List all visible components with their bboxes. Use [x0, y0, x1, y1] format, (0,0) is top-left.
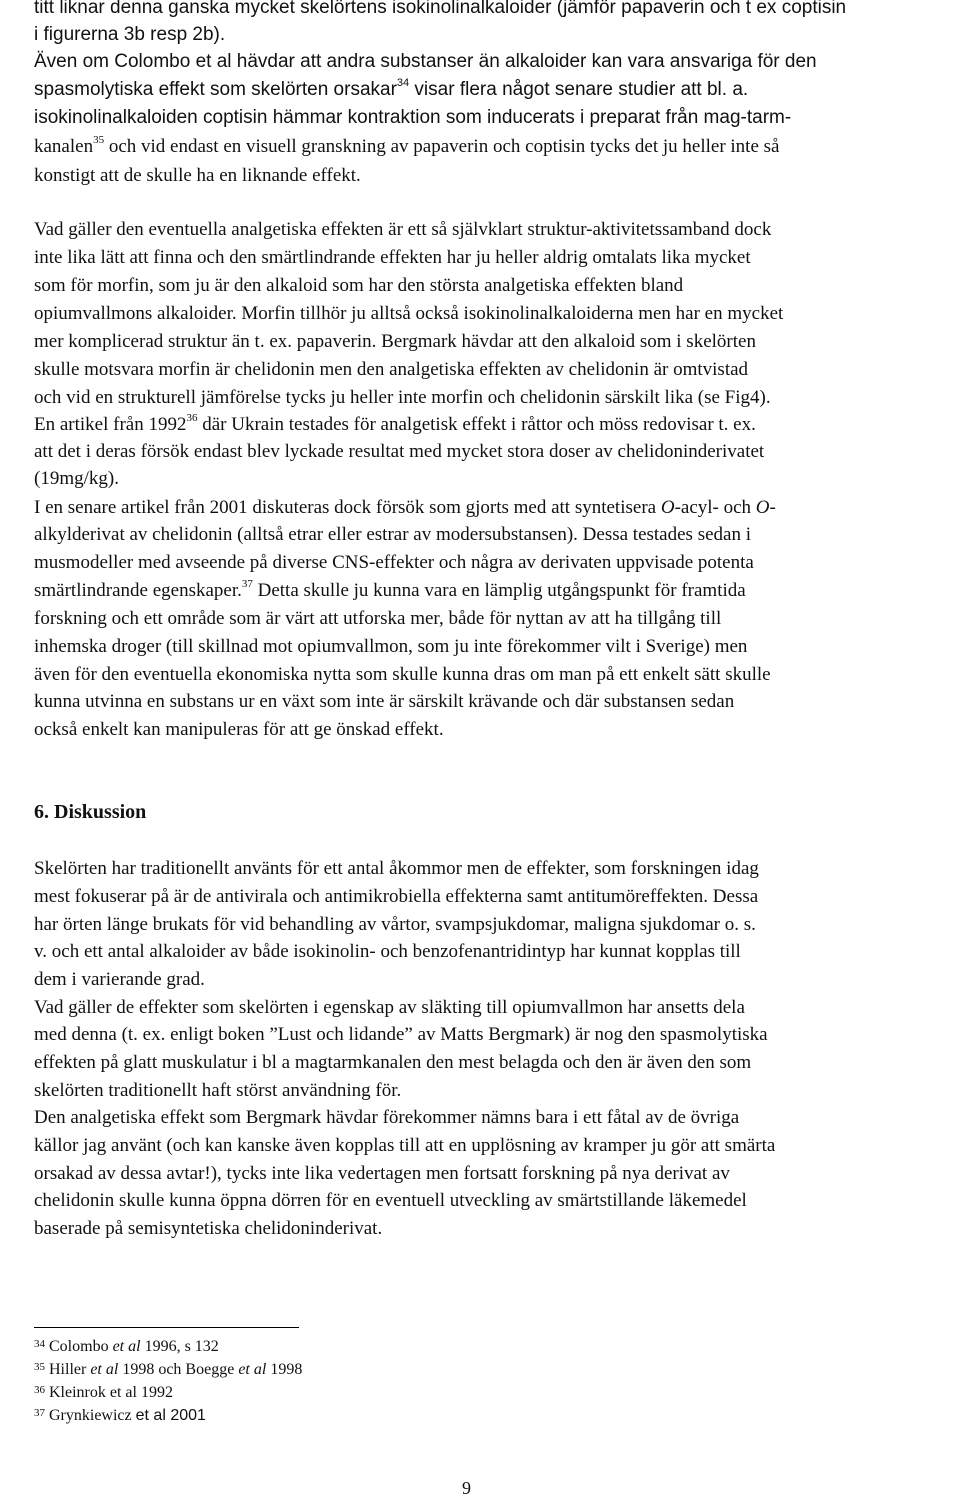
body-text: visar flera något senare studier att bl. a.: [409, 79, 749, 100]
body-line: källor jag använt (och kan kanske även kopplas till att en upplösning av kramper ju gör att smärta: [34, 1135, 776, 1156]
body-line: effekten på glatt muskulatur i bl a magtarmkanalen den mest belagda och den är även den som: [34, 1052, 752, 1073]
footnote: [34, 1405, 206, 1428]
body-line: också enkelt kan manipuleras för att ge önskad effekt.: [34, 719, 444, 740]
body-line: [34, 494, 776, 522]
body-line: [34, 76, 748, 104]
body-line: att det i deras försök endast blev lyckade resultat med mycket stora doser av chelidoninderivatet: [34, 441, 765, 462]
footnote-italic: et al: [112, 1338, 141, 1355]
body-line: baserade på semisyntetiska chelidoninderivat.: [34, 1218, 383, 1239]
body-text: smärtlindrande egenskaper.: [34, 580, 242, 601]
footnote-italic: et al: [90, 1361, 119, 1378]
body-line: Skelörten har traditionellt använts för ett antal åkommor men de effekter, som forskningen idag: [34, 858, 759, 879]
footnote-text: 1996, s 132: [140, 1338, 219, 1355]
body-line: musmodeller med avseende på diverse CNS-effekter och några av derivaten uppvisade potenta: [34, 552, 754, 573]
body-line: har örten länge brukats för vid behandling av vårtor, svampsjukdomar, maligna sjukdomar o. s.: [34, 914, 756, 935]
footnote-number: 36: [34, 1384, 45, 1396]
body-text: där Ukrain testades för analgetisk effekt i råttor och möss redovisar t. ex.: [197, 414, 756, 435]
body-line: Även om Colombo et al hävdar att andra substanser än alkaloider kan vara ansvariga för den: [34, 51, 817, 72]
body-line: Den analgetiska effekt som Bergmark hävdar förekommer nämns bara i ett fåtal av de övriga: [34, 1107, 740, 1128]
body-line: v. och ett antal alkaloider av både isokinolin- och benzofenantridintyp har kunnat kopplas till: [34, 941, 741, 962]
body-line: inhemska droger (till skillnad mot opiumvallmon, som ju inte förekommer vilt i Sverige) men: [34, 636, 748, 657]
body-line: kunna utvinna en substans ur en växt som inte är särskilt krävande och där substansen sedan: [34, 691, 735, 712]
body-line: isokinolinalkaloiden coptisin hämmar kontraktion som inducerats i preparat från mag-tarm-: [34, 107, 792, 128]
body-text: kanalen: [34, 136, 94, 157]
body-line: [34, 133, 779, 161]
footnote-italic: et al: [238, 1361, 267, 1378]
body-line: dem i varierande grad.: [34, 969, 205, 990]
body-line: mest fokuserar på är de antivirala och antimikrobiella effekterna samt antitumöreffekten. Dessa: [34, 886, 759, 907]
body-line: även för den eventuella ekonomiska nytta som skulle kunna dras om man på ett enkelt sätt skulle: [34, 664, 771, 685]
body-line: skulle motsvara morfin är chelidonin men den analgetiska effekten av chelidonin är omtvistad: [34, 359, 749, 380]
footnote-separator: [34, 1327, 299, 1328]
section-heading: 6. Diskussion: [34, 801, 147, 823]
body-text: spasmolytiska effekt som skelörten orsakar: [34, 79, 397, 100]
footnote: [34, 1359, 302, 1382]
body-line: med denna (t. ex. enligt boken ”Lust och lidande” av Matts Bergmark) är nog den spasmolytiska: [34, 1024, 768, 1045]
body-line: konstigt att de skulle ha en liknande effekt.: [34, 165, 361, 186]
body-line: forskning och ett område som är värt att utforska mer, både för nyttan av att ha tillgång till: [34, 608, 722, 629]
body-line: orsakad av dessa avtar!), tycks inte lika vedertagen men fortsatt forskning på nya derivat av: [34, 1163, 730, 1184]
body-line: och vid en strukturell jämförelse tycks ju heller inte morfin och chelidonin särskilt lika (se Fig4).: [34, 387, 771, 408]
footnote-number: 35: [34, 1361, 45, 1373]
footnote-ref: 37: [241, 577, 253, 590]
body-text: -: [769, 497, 776, 518]
body-line: inte lika lätt att finna och den smärtlindrande effekten har ju heller aldrig omtalats lika mycket: [34, 247, 751, 268]
body-text: I en senare artikel från 2001 diskuteras dock försök som gjorts med att syntetisera: [34, 497, 661, 518]
footnote-text: Kleinrok et al 1992: [49, 1384, 173, 1401]
footnote-text: Hiller: [49, 1361, 91, 1378]
body-line: chelidonin skulle kunna öppna dörren för en eventuell utveckling av smärtstillande läkemedel: [34, 1190, 747, 1211]
body-line: Vad gäller de effekter som skelörten i egenskap av släkting till opiumvallmon har ansetts dela: [34, 997, 745, 1018]
body-line: som för morfin, som ju är den alkaloid som har den största analgetiska effekten bland: [34, 275, 684, 296]
body-text: -acyl- och: [674, 497, 756, 518]
body-line: [34, 411, 756, 439]
footnote-number: 34: [34, 1338, 45, 1350]
body-line: [34, 577, 746, 605]
page-number: 9: [462, 1478, 471, 1498]
footnote-ref: 34: [396, 76, 410, 89]
footnote-text: Colombo: [49, 1338, 113, 1355]
body-line: opiumvallmons alkaloider. Morfin tillhör ju alltså också isokinolinalkaloiderna men har en mycket: [34, 303, 784, 324]
body-italic: O: [755, 497, 770, 518]
body-text: En artikel från 1992: [34, 414, 187, 435]
footnote-number: 37: [34, 1407, 45, 1419]
footnote: [34, 1336, 219, 1359]
footnote-text: 1998: [266, 1361, 303, 1378]
body-line: mer komplicerad struktur än t. ex. papaverin. Bergmark hävdar att den alkaloid som i skelörten: [34, 331, 756, 352]
body-line: alkylderivat av chelidonin (alltså etrar eller estrar av modersubstansen). Dessa testades sedan i: [34, 524, 751, 545]
body-italic: O: [660, 497, 675, 518]
body-line: Vad gäller den eventuella analgetiska effekten är ett så självklart struktur-aktivitetssamband dock: [34, 219, 772, 240]
body-line: skelörten traditionellt haft störst användning för.: [34, 1080, 402, 1101]
body-line: i figurerna 3b resp 2b).: [34, 24, 226, 45]
body-text: Detta skulle ju kunna vara en lämplig utgångspunkt för framtida: [252, 580, 746, 601]
footnote-ref: 35: [93, 133, 105, 146]
body-line: titt liknar denna ganska mycket skelörtens isokinolinalkaloider (jämför papaverin och t ex coptisin: [34, 0, 847, 18]
footnote: [34, 1382, 173, 1405]
body-text: och vid endast en visuell granskning av papaverin och coptisin tycks det ju heller inte så: [104, 136, 780, 157]
footnote-text: et al 2001: [135, 1407, 206, 1424]
body-line: (19mg/kg).: [34, 468, 119, 489]
footnote-ref: 36: [186, 411, 198, 424]
footnote-text: 1998 och Boegge: [118, 1361, 239, 1378]
footnote-text: Grynkiewicz: [49, 1407, 136, 1424]
